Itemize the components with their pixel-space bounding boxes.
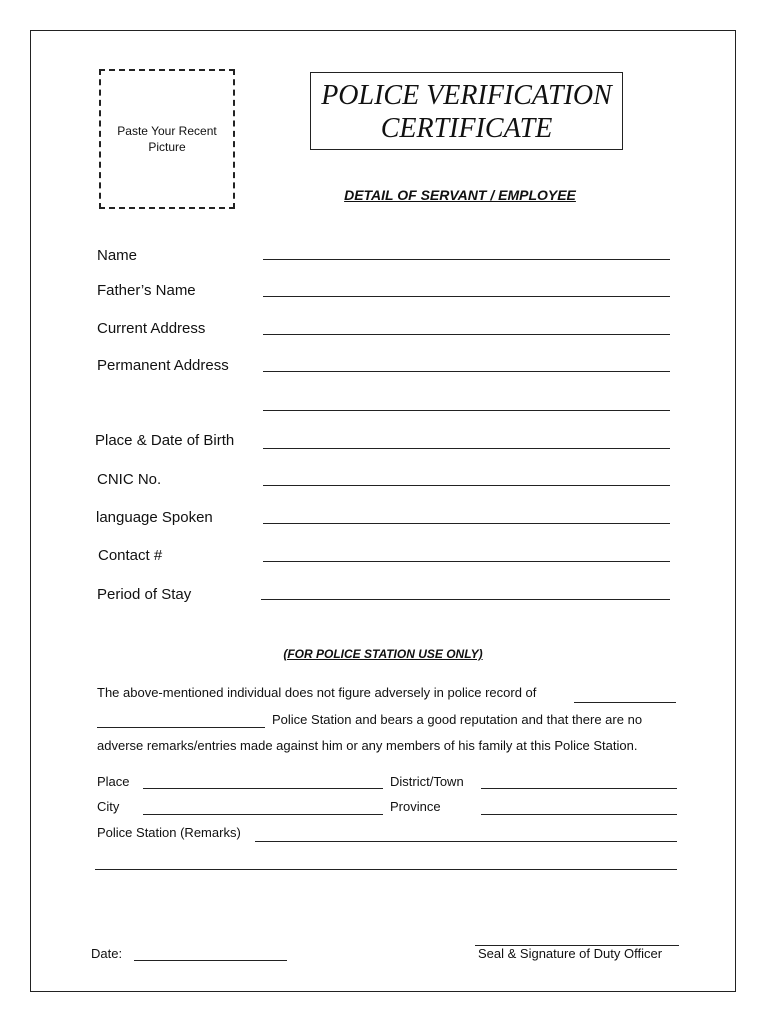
field-label-language-spoken: language Spoken (96, 509, 213, 526)
photo-placeholder[interactable] (99, 69, 235, 209)
field-label-place-date-of-birth: Place & Date of Birth (95, 432, 235, 449)
police-record-input-line[interactable] (574, 702, 676, 703)
permanent-address-input-line[interactable] (263, 371, 670, 372)
field-label-contact: Contact # (98, 547, 163, 564)
place-date-of-birth-input-line[interactable] (263, 448, 670, 449)
field-label-fathers-name: Father’s Name (97, 282, 196, 299)
remarks-input-line-2[interactable] (95, 869, 677, 870)
police-use-heading: (FOR POLICE STATION USE ONLY) (283, 647, 483, 661)
remarks-input-line[interactable] (255, 841, 677, 842)
language-spoken-input-line[interactable] (263, 523, 670, 524)
current-address-input-line[interactable] (263, 334, 670, 335)
police-paragraph-line-2: Police Station and bears a good reputation and that there are no (272, 712, 643, 727)
date-input-line[interactable] (134, 960, 287, 961)
signature-label: Seal & Signature of Duty Officer (478, 946, 663, 961)
section-subtitle: DETAIL OF SERVANT / EMPLOYEE (344, 187, 576, 203)
police-station-input-line[interactable] (97, 727, 265, 728)
remarks-label: Police Station (Remarks) (97, 825, 241, 840)
place-label: Place (97, 774, 130, 789)
title-line-1: POLICE VERIFICATION (321, 80, 612, 111)
title-line-2: CERTIFICATE (380, 113, 553, 144)
district-label: District/Town (390, 774, 464, 789)
province-input-line[interactable] (481, 814, 677, 815)
fathers-name-input-line[interactable] (263, 296, 670, 297)
district-input-line[interactable] (481, 788, 677, 789)
province-label: Province (390, 799, 441, 814)
city-label: City (97, 799, 120, 814)
period-of-stay-input-line[interactable] (261, 599, 670, 600)
date-label: Date: (91, 946, 123, 961)
field-label-period-of-stay: Period of Stay (97, 586, 192, 603)
cnic-input-line[interactable] (263, 485, 670, 486)
contact-input-line[interactable] (263, 561, 670, 562)
name-input-line[interactable] (263, 259, 670, 260)
field-label-name: Name (97, 247, 138, 264)
certificate-title (310, 72, 623, 150)
field-label-cnic: CNIC No. (97, 471, 162, 488)
police-paragraph-line-3: adverse remarks/entries made against him or any members of his family at this Police Station. (97, 738, 638, 753)
place-input-line[interactable] (143, 788, 383, 789)
permanent-address-input-line-2[interactable] (263, 410, 670, 411)
field-label-current-address: Current Address (97, 320, 206, 337)
field-label-permanent-address: Permanent Address (97, 357, 229, 374)
photo-placeholder-text: Paste Your Recent Picture (117, 124, 217, 154)
police-paragraph-line-1: The above-mentioned individual does not figure adversely in police record of (97, 685, 537, 700)
city-input-line[interactable] (143, 814, 383, 815)
